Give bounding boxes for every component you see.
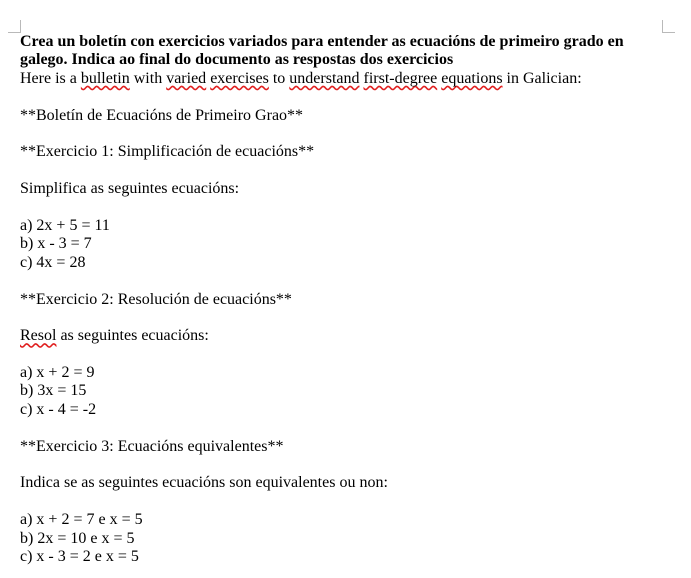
spellcheck-word[interactable]: bulletin [80, 69, 130, 87]
top-right-margin-mark [662, 20, 675, 33]
bulletin-title: **Boletín de Ecuacións de Primeiro Grao** [20, 106, 304, 124]
blank-line [20, 88, 660, 106]
blank-line [20, 456, 660, 474]
exercise-2-instruction [20, 327, 660, 345]
exercise-1-heading: **Exercicio 1: Simplificación de ecuacións** [20, 143, 315, 161]
intro-text: with [129, 69, 167, 87]
exercise-1-item-b: b) x - 3 = 7 [20, 235, 92, 253]
blank-line [20, 346, 660, 364]
blank-line [20, 493, 660, 511]
intro-text: Here is a [20, 69, 81, 87]
exercise-2-item-b: b) 3x = 15 [20, 382, 87, 400]
exercise-1-item-c: c) 4x = 28 [20, 253, 86, 271]
spellcheck-word[interactable]: understand [289, 69, 360, 87]
document-body[interactable] [20, 33, 660, 566]
prompt-paragraph: Crea un boletín con exercicios variados para entender as ecuacións de primeiro grado en galego. Indica ao final do documento as respostas dos exercicios [20, 33, 624, 69]
spellcheck-word[interactable]: first-degree [363, 69, 438, 87]
blank-line [20, 309, 660, 327]
exercise-1-instruction: Simplifica as seguintes ecuacións: [20, 180, 240, 198]
blank-line [20, 125, 660, 143]
top-left-margin-mark [8, 20, 21, 33]
exercise-3-instruction: Indica se as seguintes ecuacións son equivalentes ou non: [20, 474, 388, 492]
exercise-3-item-b: b) 2x = 10 e x = 5 [20, 529, 135, 547]
instruction-text: as seguintes ecuacións: [56, 327, 209, 345]
intro-text: in Galician: [502, 69, 582, 87]
blank-line [20, 162, 660, 180]
exercise-1-item-a: a) 2x + 5 = 11 [20, 216, 110, 234]
exercise-3-item-c: c) x - 3 = 2 e x = 5 [20, 547, 139, 565]
blank-line [20, 419, 660, 437]
exercise-2-item-a: a) x + 2 = 9 [20, 364, 95, 382]
exercise-3-item-a: a) x + 2 = 7 e x = 5 [20, 511, 143, 529]
spellcheck-word[interactable]: exercises [210, 69, 269, 87]
exercise-3-heading: **Exercicio 3: Ecuacións equivalentes** [20, 437, 284, 455]
spellcheck-word[interactable]: Resol [20, 327, 57, 345]
exercise-2-heading: **Exercicio 2: Resolución de ecuacións** [20, 290, 292, 308]
intro-line [20, 70, 660, 88]
blank-line [20, 199, 660, 217]
blank-line [20, 272, 660, 290]
spellcheck-word[interactable]: varied [166, 69, 207, 87]
intro-text: to [268, 69, 290, 87]
spellcheck-word[interactable]: equations [441, 69, 503, 87]
exercise-2-item-c: c) x - 4 = -2 [20, 400, 97, 418]
